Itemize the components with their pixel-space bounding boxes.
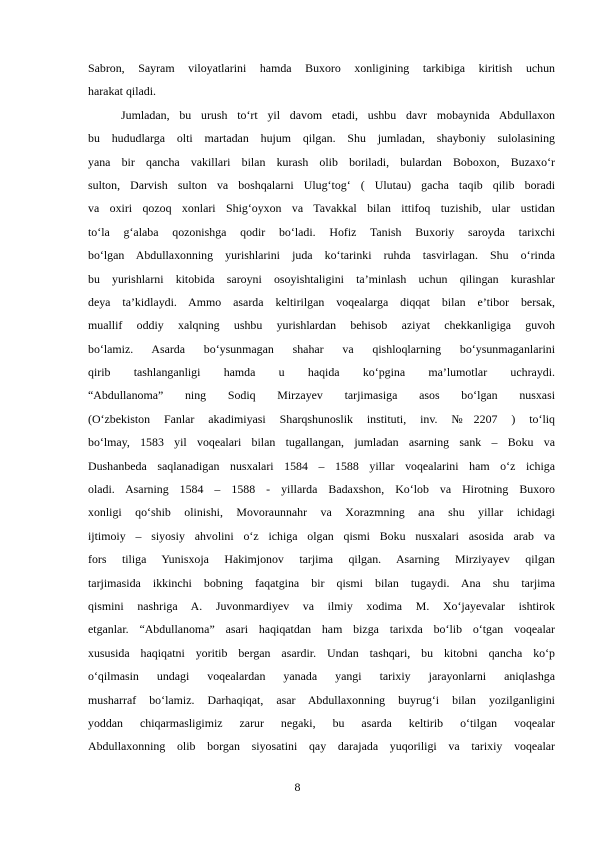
- text-line: bo‘lamiz. Asarda bo‘ysunmagan shahar va qishloqlarning bo‘ysunmaganlarini: [88, 341, 555, 356]
- text-line: oladi. Asarning 1584 – 1588 - yillarda Badaxshon, Ko‘lob va Hirotning Buxoro: [88, 482, 555, 497]
- text-line: (O‘zbekiston Fanlar akadimiyasi Sharqshunoslik instituti, inv. №2207 ) to‘liq: [88, 411, 555, 426]
- text-line: Abdullaxonning olib borgan siyosatini qay darajada yuqoriligi va tarixiy voqealar: [88, 739, 555, 754]
- text-line: qirib tashlanganligi hamda u haqida ko‘pgina ma’lumotlar uchraydi.: [88, 365, 555, 380]
- text-line: to‘la g‘alaba qozonishga qodir bo‘ladi. Hofiz Tanish Buxoriy saroyda tarixchi: [88, 224, 555, 239]
- text-line: muallif oddiy xalqning ushbu yurishlardan behisob aziyat chekkanligiga guvoh: [88, 318, 555, 333]
- text-line: va oxiri qozoq xonlari Shig‘oyxon va Tavakkal bilan ittifoq tuzishib, ular ustidan: [88, 201, 555, 216]
- text-line: ijtimoiy – siyosiy ahvolini o‘z ichiga olgan qismi Boku nusxalari asosida arab va: [88, 528, 555, 543]
- text-line: Jumladan, bu urush to‘rt yil davom etadi, ushbu davr mobaynida Abdullaxon: [121, 107, 555, 122]
- text-line: sulton, Darvish sulton va boshqalarni Ulug‘tog‘ ( Ulutau) gacha taqib qilib boradi: [88, 177, 555, 192]
- text-line: yana bir qancha vakillari bilan kurash olib boriladi, bulardan Boboxon, Buzaxo‘r: [88, 154, 555, 169]
- body-text: [88, 57, 555, 759]
- text-line: tarjimasida ikkinchi bobning faqatgina bir qismi bilan tugaydi. Ana shu tarjima: [88, 575, 555, 590]
- text-line: harakat qiladi.: [88, 84, 157, 99]
- text-line: bu hududlarga olti martadan hujum qilgan. Shu jumladan, shayboniy sulolasining: [88, 131, 555, 146]
- text-line: “Abdullanoma” ning Sodiq Mirzayev tarjimasiga asos bo‘lgan nusxasi: [88, 388, 555, 403]
- text-line: etganlar. “Abdullanoma” asari haqiqatdan ham bizga tarixda bo‘lib o‘tgan voqealar: [88, 622, 555, 637]
- text-line: bo‘lmay, 1583 yil voqealari bilan tugallangan, jumladan asarning sank – Boku va: [88, 435, 555, 450]
- text-line: Sabron, Sayram viloyatlarini hamda Buxoro xonligining tarkibiga kiritish uchun: [88, 61, 555, 75]
- text-line: xususida haqiqatni yoritib bergan asardir. Undan tashqari, bu kitobni qancha ko‘p: [88, 645, 555, 660]
- text-line: o‘qilmasin undagi voqealardan yanada yangi tarixiy jarayonlarni aniqlashga: [88, 669, 555, 684]
- text-line: musharraf bo‘lamiz. Darhaqiqat, asar Abdullaxonning buyrug‘i bilan yozilganligini: [88, 692, 555, 707]
- text-line: yoddan chiqarmasligimiz zarur negaki, bu asarda keltirib o‘tilgan voqealar: [88, 715, 555, 730]
- text-line: bo‘lgan Abdullaxonning yurishlarini juda ko‘tarinki ruhda tasvirlagan. Shu o‘rinda: [88, 248, 555, 263]
- text-line: deya ta’kidlaydi. Ammo asarda keltirilgan voqealarga diqqat bilan e’tibor bersak,: [88, 294, 555, 309]
- text-line: bu yurishlarni kitobida saroyni osoyishtaligini ta’minlash uchun qilingan kurashlar: [88, 271, 555, 286]
- page-number: 8: [294, 780, 301, 794]
- text-line: Dushanbeda saqlanadigan nusxalari 1584 – 1588 yillar voqealarini ham o‘z ichiga: [88, 458, 555, 473]
- text-line: qismini nashriga A. Juvonmardiyev va ilmiy xodima M. Xo‘jayevalar ishtirok: [88, 598, 555, 613]
- text-line: fors tiliga Yunisxoja Hakimjonov tarjima qilgan. Asarning Mirziyayev qilgan: [88, 552, 555, 567]
- text-line: xonligi qo‘shib olinishi, Movoraunnahr va Xorazmning ana shu yillar ichidagi: [88, 505, 555, 520]
